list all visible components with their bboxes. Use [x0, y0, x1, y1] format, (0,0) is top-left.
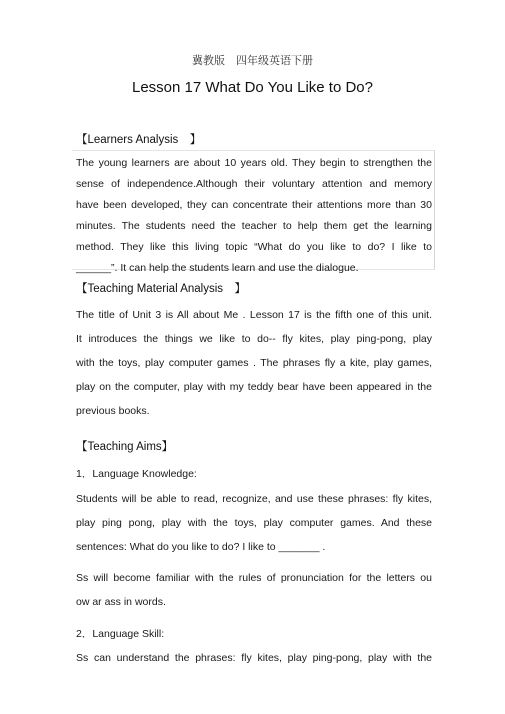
- paragraph-line: with the toys, play computer games . The phrases fly a kite, play games,: [76, 357, 432, 369]
- learners-analysis-heading: 【Learners Analysis 】: [76, 134, 202, 146]
- pronunciation-paragraph: [76, 566, 432, 614]
- paragraph-line: ______”. It can help the students learn and use the dialogue.: [76, 262, 359, 274]
- paragraph-line: The title of Unit 3 is All about Me . Lesson 17 is the fifth one of this unit.: [76, 309, 432, 321]
- paragraph-line: play ping pong, play with the toys, play computer games. And these: [76, 517, 432, 529]
- teaching-aims-heading: 【Teaching Aims】: [76, 441, 174, 453]
- paragraph-line: play on the computer, play with my teddy bear have been appeared in the: [76, 381, 432, 393]
- paragraph-line: Ss can understand the phrases: fly kites, play ping-pong, play with the: [76, 652, 432, 664]
- paragraph-line: sentences: What do you like to do? I like to _______ .: [76, 541, 326, 553]
- paragraph-line: Students will be able to read, recognize, and use these phrases: fly kites,: [76, 493, 432, 505]
- paragraph-line: method. They like this living topic “What do you like to do? I like to: [76, 241, 432, 253]
- paragraph-line: The young learners are about 10 years old. They begin to strengthen the: [76, 157, 432, 169]
- paragraph-line: minutes. The students need the teacher to help them get the learning: [76, 220, 432, 232]
- teaching-material-paragraph: [76, 303, 432, 423]
- paragraph-line: It introduces the things we like to do-- fly kites, play ping-pong, play: [76, 333, 432, 345]
- language-knowledge-paragraph: [76, 487, 432, 559]
- lesson-title: Lesson 17 What Do You Like to Do?: [132, 79, 373, 96]
- document-header: 冀教版 四年级英语下册: [192, 54, 313, 67]
- paragraph-line: Ss will become familiar with the rules of pronunciation for the letters ou: [76, 572, 432, 584]
- learners-analysis-paragraph: [76, 153, 432, 279]
- language-skill-label: 2．Language Skill:: [76, 628, 165, 640]
- language-knowledge-label: 1．Language Knowledge:: [76, 468, 197, 480]
- paragraph-line: sense of independence.Although their voluntary attention and memory: [76, 178, 432, 190]
- paragraph-line: ow ar ass in words.: [76, 596, 166, 608]
- language-skill-paragraph: [76, 646, 432, 670]
- paragraph-line: have been developed, they can concentrate their attentions more than 30: [76, 199, 432, 211]
- teaching-material-heading: 【Teaching Material Analysis 】: [76, 283, 247, 295]
- paragraph-line: previous books.: [76, 405, 150, 417]
